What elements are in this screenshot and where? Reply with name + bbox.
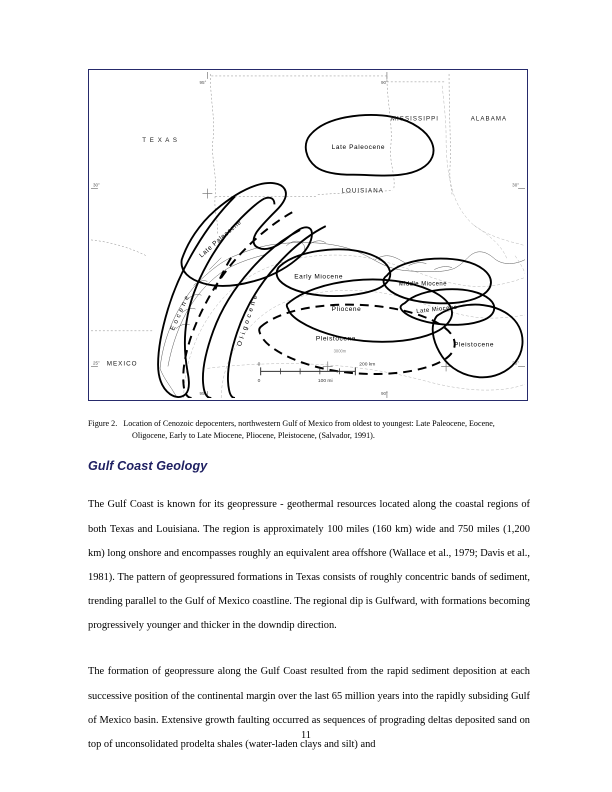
body-paragraph-1: The Gulf Coast is known for its geopressure - geothermal resources located along the coastal regions of both Texas and Louisiana. The region is approximately 100 miles (160 km) wide and 750 miles (1,200 km) long onshore and encompasses roughly an equivalent area offshore (Wallace et al., 1979; Davis et al., 1981). The pattern of geopressured formations in Texas consists of roughly concentric bands of sediment, trending parallel to the Gulf of Mexico coastline. The regional dip is Gulfward, with formations becoming progressively younger and thicker in the downdip direction. [88,499,530,632]
map-canvas [91,72,525,398]
map-frame [88,69,528,401]
label-late-paleocene-louisiana-text: Late Paleocene [331,144,386,152]
scale-mi-max: 100 mi [317,379,333,385]
page-number: 11 [300,730,311,741]
figure-2 [88,69,528,401]
label-late-miocene: Late Miocene [416,304,458,316]
lat-30-left-label: 30° [92,182,100,188]
graticule-ticks [91,72,525,398]
depocenter-outlines [158,115,522,398]
label-louisiana: LOUISIANA [341,187,384,195]
label-middle-miocene: Middle Miocene [398,281,447,288]
label-mexico: MEXICO [106,360,138,368]
gulf-of-mexico-map [91,72,525,398]
scale-bar [258,361,376,384]
lat-25-left-label: 25° [92,360,100,366]
state-boundaries [91,74,452,331]
label-late-paleocene-onshore: Late Paleocene [198,218,244,260]
label-early-miocene: Early Miocene [294,273,344,281]
label-alabama: ALABAMA [470,115,508,123]
contour-3000m-label: 3000m [333,348,347,354]
scale-km-zero: 0 [257,362,261,368]
label-pliocene: Pliocene [331,306,362,314]
scale-km-max: 200 km [359,362,376,368]
label-pleistocene-inner: Pleistocene [315,335,356,343]
lat-30-right-label: 30° [512,182,520,188]
figure-caption-label: Figure 2. [88,419,118,428]
lon-95-top-label: 95° [199,79,207,85]
label-eocene: E o c e n e [169,294,191,332]
lon-90-top-label: 90° [380,79,388,85]
lat-25-right-label: 25° [512,360,520,366]
lon-95-bottom-label: 95° [199,391,207,397]
section-heading: Gulf Coast Geology [88,459,208,473]
coastline [160,241,525,398]
label-pleistocene-offshore: Pleistocene [453,341,495,349]
body-paragraph-2: The formation of geopressure along the Gulf Coast resulted from the rapid sediment deposition at each successive position of the continental margin over the last 65 million years into the rapidly subsiding Gulf of Mexico basin. Extensive growth faulting occurred as sequences of prograding deltas deposited sand on top of unconsolidated prodelta shales (water-laden clays and silt) and [88,666,530,750]
bathymetric-contours [184,86,525,398]
figure-caption-text: Location of Cenozoic depocenters, northwestern Gulf of Mexico from oldest to youngest: Late Paleocene, Eocene, Oligocene, Early to Late Miocene, Pliocene, Pleistocene, (Salvador, 1991). [123,419,495,440]
lon-90-bottom-label: 90° [380,391,388,397]
figure-caption [88,418,530,441]
label-oligocene: O l i g o c e n e [236,293,260,348]
label-texas: T E X A S [142,137,179,145]
scale-mi-zero: 0 [257,379,261,385]
label-mississippi: MISSISSIPPI [390,115,440,123]
